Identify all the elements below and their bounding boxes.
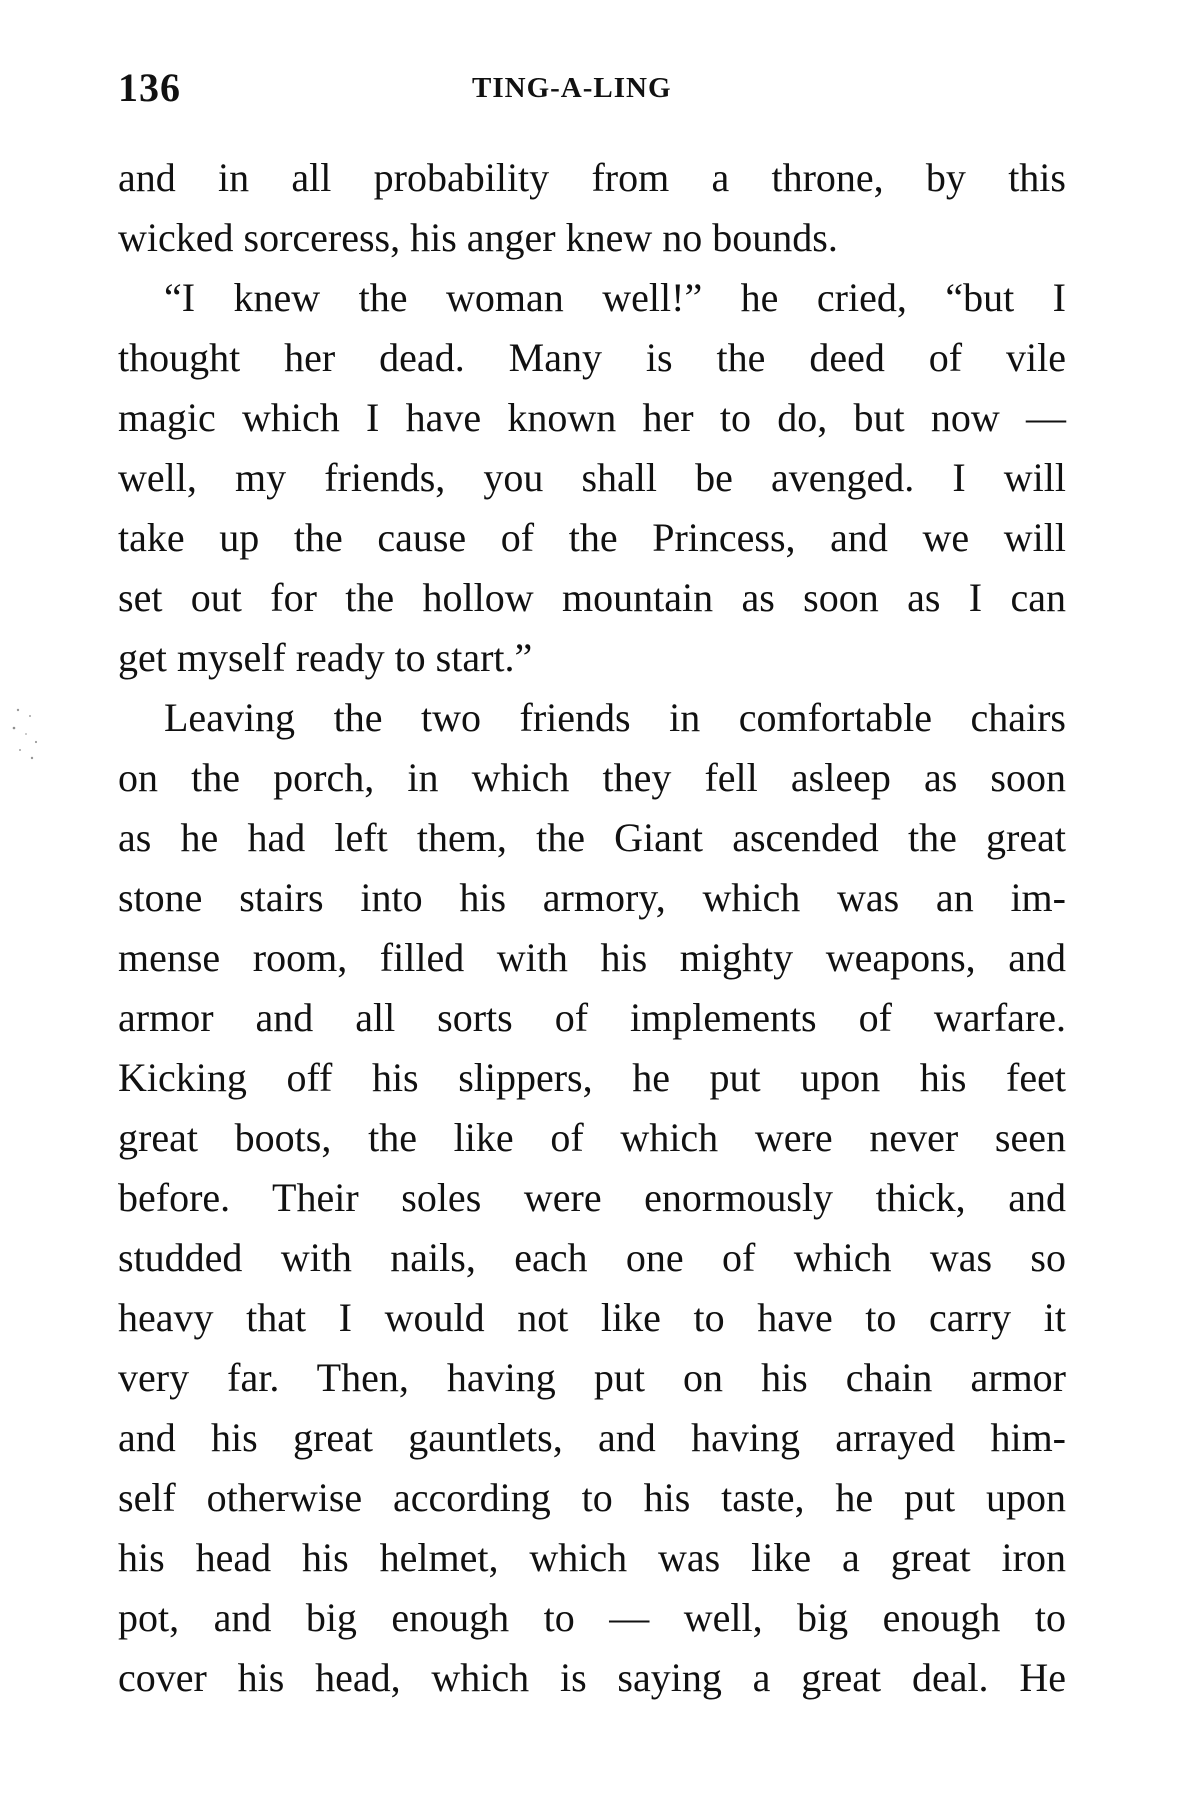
text-line: mense room, filled with his mighty weapons, and [118,935,1066,980]
text-line: thought her dead. Many is the deed of vile [118,335,1066,380]
text-line: studded with nails, each one of which was so [118,1235,1066,1280]
text-line: stone stairs into his armory, which was an im- [118,875,1066,920]
text-line: very far. Then, having put on his chain armor [118,1355,1066,1400]
text-line: great boots, the like of which were never seen [118,1115,1066,1160]
text-line: before. Their soles were enormously thick, and [118,1175,1066,1220]
text-line: get myself ready to start.” [118,635,533,680]
text-line: self otherwise according to his taste, he put upon [118,1475,1066,1520]
text-line: heavy that I would not like to have to carry it [118,1295,1066,1340]
text-line: wicked sorceress, his anger knew no bounds. [118,215,838,260]
text-line: magic which I have known her to do, but now — [118,395,1066,440]
scan-specks [6,700,46,770]
page-number: 136 [118,65,181,110]
text-line: Leaving the two friends in comfortable chairs [164,695,1066,740]
text-line: “I knew the woman well!” he cried, “but I [164,275,1066,320]
text-line: cover his head, which is saying a great deal. He [118,1655,1066,1700]
text-line: take up the cause of the Princess, and we will [118,515,1066,560]
text-line: and in all probability from a throne, by this [118,155,1066,200]
running-head [118,64,1068,124]
text-line: his head his helmet, which was like a great iron [118,1535,1066,1580]
text-line: set out for the hollow mountain as soon as I can [118,575,1066,620]
text-line: on the porch, in which they fell asleep as soon [118,755,1066,800]
text-line: armor and all sorts of implements of warfare. [118,995,1066,1040]
text-line: as he had left them, the Giant ascended the great [118,815,1066,860]
text-line: pot, and big enough to — well, big enough to [118,1595,1066,1640]
text-line: and his great gauntlets, and having arrayed him- [118,1415,1066,1460]
text-line: Kicking off his slippers, he put upon his feet [118,1055,1066,1100]
running-title: TING-A-LING [472,72,672,104]
text-line: well, my friends, you shall be avenged. I will [118,455,1066,500]
body-text [118,148,1066,1708]
